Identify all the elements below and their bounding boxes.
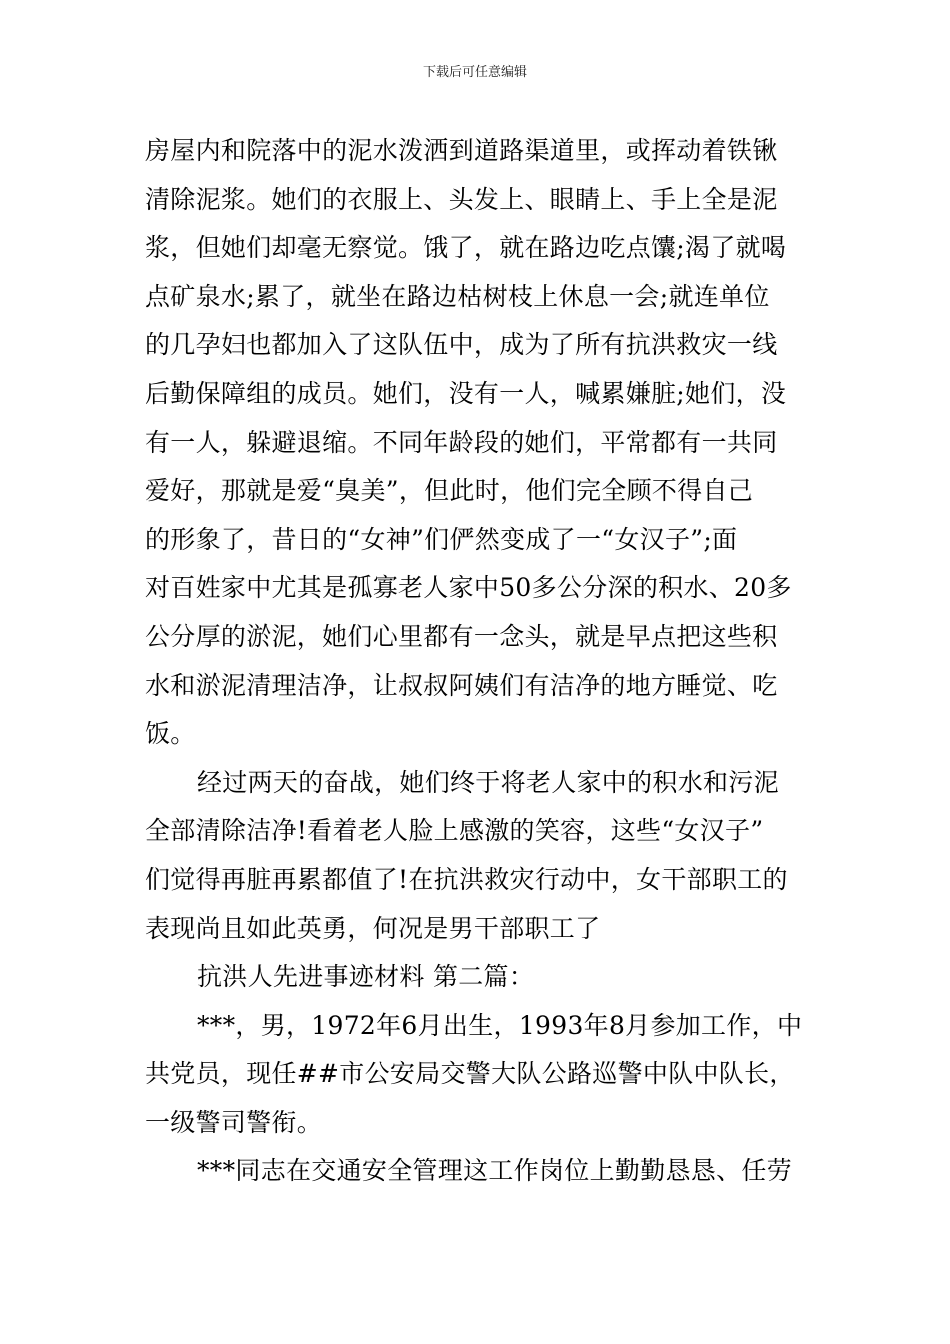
- text-line: 们觉得再脏再累都值了!在抗洪救灾行动中，女干部职工的: [145, 864, 788, 894]
- text-line: 饭。: [145, 719, 196, 749]
- text-line: 清除泥浆。她们的衣服上、头发上、眼睛上、手上全是泥: [145, 184, 778, 214]
- text-line: 的形象了，昔日的“女神”们俨然变成了一“女汉子”;面: [145, 524, 738, 554]
- text-line: 共党员，现任##市公安局交警大队公路巡警中队中队长，: [145, 1059, 795, 1089]
- text-line: 对百姓家中尤其是孤寡老人家中50多公分深的积水、20多: [145, 573, 792, 603]
- page-header-note: 下载后可任意编辑: [422, 65, 527, 80]
- text-line: 的几孕妇也都加入了这队伍中，成为了所有抗洪救灾一线: [145, 330, 778, 360]
- text-line: 公分厚的淤泥，她们心里都有一念头，就是早点把这些积: [145, 621, 778, 651]
- paragraph-start-line: ***同志在交通安全管理这工作岗位上勤勤恳恳、任劳: [197, 1156, 793, 1186]
- paragraph-start-line: ***，男，1972年6月出生，1993年8月参加工作，中: [197, 1010, 803, 1040]
- document-body: [145, 127, 815, 1196]
- paragraph-start-line: 经过两天的奋战，她们终于将老人家中的积水和污泥: [197, 767, 779, 797]
- text-line: 一级警司警衔。: [145, 1107, 323, 1137]
- text-line: 爱好，那就是爱“臭美”，但此时，他们完全顾不得自己: [145, 476, 754, 506]
- text-line: 点矿泉水;累了，就坐在路边枯树枝上休息一会;就连单位: [145, 281, 770, 311]
- text-line: 后勤保障组的成员。她们，没有一人，喊累嫌脏;她们，没: [145, 378, 787, 408]
- text-line: 水和淤泥清理洁净，让叔叔阿姨们有洁净的地方睡觉、吃: [145, 670, 778, 700]
- text-line: 全部清除洁净!看着老人脸上感激的笑容，这些“女汉子”: [145, 816, 764, 846]
- section-heading: 抗洪人先进事迹材料 第二篇：: [197, 962, 535, 992]
- text-line: 有一人，躲避退缩。不同年龄段的她们，平常都有一共同: [145, 427, 778, 457]
- text-line: 表现尚且如此英勇，何况是男干部职工了: [145, 913, 601, 943]
- text-line: 浆，但她们却毫无察觉。饿了，就在路边吃点馕;渴了就喝: [145, 233, 787, 263]
- text-line: 房屋内和院落中的泥水泼洒到道路渠道里，或挥动着铁锹: [145, 136, 778, 165]
